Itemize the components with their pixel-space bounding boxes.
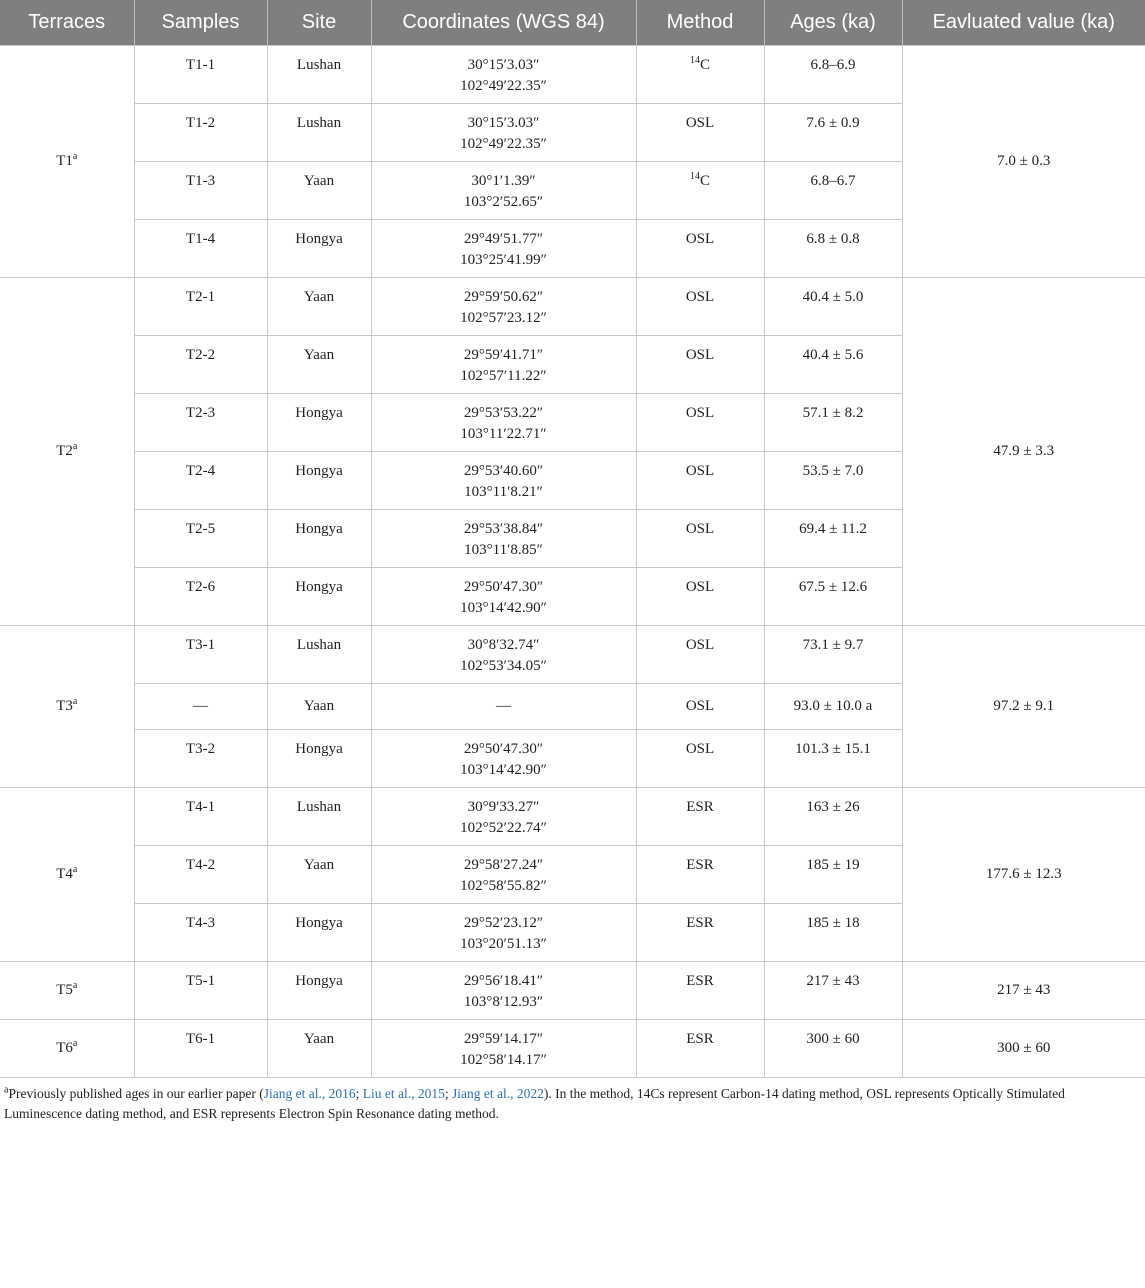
age-cell: 40.4 ± 5.6 bbox=[764, 336, 902, 394]
coordinates-cell bbox=[371, 568, 636, 626]
reference-link-liu-2015[interactable]: Liu et al., 2015 bbox=[362, 1086, 445, 1101]
footnote-marker: a bbox=[72, 1038, 78, 1049]
method-label: ESR bbox=[686, 799, 714, 815]
table-row bbox=[0, 1020, 1145, 1078]
method-cell bbox=[636, 788, 764, 846]
longitude: 102°58′55.82″ bbox=[460, 878, 547, 894]
age-cell: 6.8–6.9 bbox=[764, 46, 902, 104]
site-cell: Hongya bbox=[267, 394, 371, 452]
terrace-cell bbox=[0, 1020, 134, 1078]
method-cell bbox=[636, 962, 764, 1020]
header-evaluated-value: Eavluated value (ka) bbox=[902, 0, 1145, 46]
footnote-marker: a bbox=[72, 441, 78, 452]
sample-cell: T2-4 bbox=[134, 452, 267, 510]
latitude: 29°58′27.24″ bbox=[463, 857, 544, 873]
method-label: ESR bbox=[686, 973, 714, 989]
terrace-label: T6 bbox=[56, 1040, 73, 1056]
coordinates-cell bbox=[371, 220, 636, 278]
age-cell: 7.6 ± 0.9 bbox=[764, 104, 902, 162]
method-cell bbox=[636, 452, 764, 510]
latitude: 29°52′23.12″ bbox=[463, 915, 544, 931]
site-cell: Lushan bbox=[267, 626, 371, 684]
terrace-cell bbox=[0, 626, 134, 788]
table-row bbox=[0, 46, 1145, 104]
coordinates-cell bbox=[371, 730, 636, 788]
method-cell bbox=[636, 684, 764, 730]
method-label: OSL bbox=[685, 698, 715, 714]
header-ages: Ages (ka) bbox=[764, 0, 902, 46]
method-label: OSL bbox=[685, 463, 715, 479]
method-cell bbox=[636, 104, 764, 162]
longitude: 103°25′41.99″ bbox=[460, 252, 547, 268]
footnote-marker: a bbox=[72, 151, 78, 162]
table-row bbox=[0, 962, 1145, 1020]
coordinates-cell bbox=[371, 162, 636, 220]
coordinates-cell bbox=[371, 962, 636, 1020]
header-coordinates: Coordinates (WGS 84) bbox=[371, 0, 636, 46]
method-label: ESR bbox=[686, 857, 714, 873]
footnote-separator: ; bbox=[444, 1086, 453, 1101]
method-label: OSL bbox=[685, 579, 715, 595]
age-cell: 217 ± 43 bbox=[764, 962, 902, 1020]
method-cell bbox=[636, 46, 764, 104]
site-cell: Lushan bbox=[267, 104, 371, 162]
latitude: 29°50′47.30″ bbox=[463, 741, 544, 757]
site-cell: Hongya bbox=[267, 904, 371, 962]
site-cell: Hongya bbox=[267, 730, 371, 788]
age-cell: 53.5 ± 7.0 bbox=[764, 452, 902, 510]
age-cell: 67.5 ± 12.6 bbox=[764, 568, 902, 626]
header-method: Method bbox=[636, 0, 764, 46]
evaluated-value-cell: 47.9 ± 3.3 bbox=[902, 278, 1145, 626]
evaluated-value-cell: 177.6 ± 12.3 bbox=[902, 788, 1145, 962]
footnote-marker: a bbox=[72, 980, 78, 991]
age-cell: 69.4 ± 11.2 bbox=[764, 510, 902, 568]
terrace-cell bbox=[0, 962, 134, 1020]
evaluated-value-cell: 300 ± 60 bbox=[902, 1020, 1145, 1078]
sample-cell: T2-5 bbox=[134, 510, 267, 568]
coordinates-cell bbox=[371, 336, 636, 394]
method-label: OSL bbox=[685, 521, 715, 537]
evaluated-value-cell: 217 ± 43 bbox=[902, 962, 1145, 1020]
footnote-text-start: Previously published ages in our earlier paper ( bbox=[8, 1086, 264, 1101]
sample-cell: T1-2 bbox=[134, 104, 267, 162]
coordinates-cell bbox=[371, 278, 636, 336]
terrace-cell bbox=[0, 788, 134, 962]
longitude: 102°53′34.05″ bbox=[460, 658, 547, 674]
sample-cell: T4-3 bbox=[134, 904, 267, 962]
sample-cell: T3-2 bbox=[134, 730, 267, 788]
coordinates-cell bbox=[371, 1020, 636, 1078]
terrace-label: T5 bbox=[56, 982, 73, 998]
footnote-marker: a bbox=[72, 864, 78, 875]
method-label: OSL bbox=[685, 289, 715, 305]
sample-cell: T2-2 bbox=[134, 336, 267, 394]
coordinates-cell bbox=[371, 104, 636, 162]
method-cell bbox=[636, 510, 764, 568]
age-cell: 6.8–6.7 bbox=[764, 162, 902, 220]
latitude: 30°9′33.27″ bbox=[467, 799, 540, 815]
header-site: Site bbox=[267, 0, 371, 46]
age-cell: 6.8 ± 0.8 bbox=[764, 220, 902, 278]
table-footnote bbox=[0, 1078, 1145, 1124]
age-cell: 73.1 ± 9.7 bbox=[764, 626, 902, 684]
reference-link-jiang-2016[interactable]: Jiang et al., 2016 bbox=[263, 1086, 356, 1101]
longitude: 102°49′22.35″ bbox=[460, 78, 547, 94]
age-cell: 57.1 ± 8.2 bbox=[764, 394, 902, 452]
method-label: ESR bbox=[686, 915, 714, 931]
method-cell bbox=[636, 394, 764, 452]
method-cell bbox=[636, 568, 764, 626]
age-cell: 101.3 ± 15.1 bbox=[764, 730, 902, 788]
table-body bbox=[0, 46, 1145, 1078]
method-label: C bbox=[699, 173, 710, 189]
latitude: 29°59′50.62″ bbox=[463, 289, 544, 305]
latitude: 29°53′53.22″ bbox=[463, 405, 544, 421]
coordinates-cell bbox=[371, 684, 636, 730]
age-cell: 185 ± 18 bbox=[764, 904, 902, 962]
sample-cell: T2-1 bbox=[134, 278, 267, 336]
footnote-separator: ; bbox=[355, 1086, 363, 1101]
method-cell bbox=[636, 730, 764, 788]
latitude: 29°50′47.30″ bbox=[463, 579, 544, 595]
method-label: OSL bbox=[685, 231, 715, 247]
coordinates-cell bbox=[371, 452, 636, 510]
latitude: 30°15′3.03″ bbox=[467, 115, 540, 131]
method-label: OSL bbox=[685, 405, 715, 421]
coordinates-cell bbox=[371, 904, 636, 962]
footnote-marker: a bbox=[4, 1084, 9, 1096]
method-cell bbox=[636, 904, 764, 962]
longitude: 103°20′51.13″ bbox=[460, 936, 547, 952]
site-cell: Hongya bbox=[267, 510, 371, 568]
site-cell: Hongya bbox=[267, 962, 371, 1020]
sample-cell: T1-1 bbox=[134, 46, 267, 104]
latitude: 29°59′41.71″ bbox=[463, 347, 544, 363]
site-cell: Hongya bbox=[267, 568, 371, 626]
method-label: OSL bbox=[685, 347, 715, 363]
header-samples: Samples bbox=[134, 0, 267, 46]
site-cell: Hongya bbox=[267, 452, 371, 510]
coordinates-cell bbox=[371, 46, 636, 104]
header-row bbox=[0, 0, 1145, 46]
method-label: OSL bbox=[685, 115, 715, 131]
longitude: 103°14′42.90″ bbox=[460, 762, 547, 778]
longitude: 102°58′14.17″ bbox=[460, 1052, 547, 1068]
latitude: 29°49′51.77″ bbox=[463, 231, 544, 247]
evaluated-value-cell: 7.0 ± 0.3 bbox=[902, 46, 1145, 278]
site-cell: Yaan bbox=[267, 162, 371, 220]
method-cell bbox=[636, 846, 764, 904]
reference-link-jiang-2022[interactable]: Jiang et al., 2022 bbox=[452, 1086, 544, 1101]
method-label: OSL bbox=[685, 637, 715, 653]
terrace-label: T1 bbox=[56, 153, 73, 169]
site-cell: Yaan bbox=[267, 336, 371, 394]
latitude: — bbox=[496, 698, 511, 714]
age-cell: 163 ± 26 bbox=[764, 788, 902, 846]
longitude: 103°2′52.65″ bbox=[463, 194, 544, 210]
site-cell: Yaan bbox=[267, 846, 371, 904]
site-cell: Yaan bbox=[267, 684, 371, 730]
coordinates-cell bbox=[371, 510, 636, 568]
sample-cell: T1-3 bbox=[134, 162, 267, 220]
longitude: 102°49′22.35″ bbox=[460, 136, 547, 152]
method-label: ESR bbox=[686, 1031, 714, 1047]
longitude: 103°11′8.85″ bbox=[464, 542, 543, 558]
sample-cell: T1-4 bbox=[134, 220, 267, 278]
latitude: 29°59′14.17″ bbox=[463, 1031, 544, 1047]
terrace-label: T3 bbox=[56, 698, 73, 714]
age-cell: 185 ± 19 bbox=[764, 846, 902, 904]
age-cell: 300 ± 60 bbox=[764, 1020, 902, 1078]
age-cell: 40.4 ± 5.0 bbox=[764, 278, 902, 336]
sample-cell: — bbox=[134, 684, 267, 730]
site-cell: Hongya bbox=[267, 220, 371, 278]
site-cell: Lushan bbox=[267, 46, 371, 104]
coordinates-cell bbox=[371, 788, 636, 846]
longitude: 102°52′22.74″ bbox=[460, 820, 547, 836]
longitude: 102°57′11.22″ bbox=[460, 368, 547, 384]
footnote-text-end: ). In the method, 14Cs represent Carbon-14 dating method, OSL represents Optically Stimulated Luminescence dating method, and ESR represents Electron Spin Resonance dating method. bbox=[4, 1086, 1065, 1121]
sample-cell: T2-6 bbox=[134, 568, 267, 626]
sample-cell: T2-3 bbox=[134, 394, 267, 452]
method-cell bbox=[636, 336, 764, 394]
table-row bbox=[0, 626, 1145, 684]
sample-cell: T4-1 bbox=[134, 788, 267, 846]
method-label: C bbox=[699, 57, 710, 73]
latitude: 30°15′3.03″ bbox=[467, 57, 540, 73]
longitude: 103°14′42.90″ bbox=[460, 600, 547, 616]
coordinates-cell bbox=[371, 846, 636, 904]
coordinates-cell bbox=[371, 626, 636, 684]
latitude: 29°53′40.60″ bbox=[463, 463, 544, 479]
method-cell bbox=[636, 626, 764, 684]
terrace-cell bbox=[0, 46, 134, 278]
footnote-marker: a bbox=[72, 696, 78, 707]
table-row bbox=[0, 788, 1145, 846]
sample-cell: T4-2 bbox=[134, 846, 267, 904]
longitude: 103°11′22.71″ bbox=[460, 426, 547, 442]
method-cell bbox=[636, 278, 764, 336]
latitude: 29°53′38.84″ bbox=[463, 521, 544, 537]
terrace-label: T2 bbox=[56, 443, 73, 459]
site-cell: Yaan bbox=[267, 278, 371, 336]
coordinates-cell bbox=[371, 394, 636, 452]
longitude: 103°8′12.93″ bbox=[463, 994, 544, 1010]
method-cell bbox=[636, 162, 764, 220]
longitude: 102°57′23.12″ bbox=[460, 310, 547, 326]
latitude: 30°1′1.39″ bbox=[471, 173, 536, 189]
latitude: 30°8′32.74″ bbox=[467, 637, 540, 653]
longitude: 103°11′8.21″ bbox=[464, 484, 543, 500]
isotope-mass-number: 14 bbox=[689, 171, 700, 182]
evaluated-value-cell: 97.2 ± 9.1 bbox=[902, 626, 1145, 788]
site-cell: Lushan bbox=[267, 788, 371, 846]
method-label: OSL bbox=[685, 741, 715, 757]
sample-cell: T3-1 bbox=[134, 626, 267, 684]
terrace-label: T4 bbox=[56, 866, 73, 882]
terrace-cell bbox=[0, 278, 134, 626]
method-cell bbox=[636, 1020, 764, 1078]
method-cell bbox=[636, 220, 764, 278]
isotope-mass-number: 14 bbox=[689, 55, 700, 66]
site-cell: Yaan bbox=[267, 1020, 371, 1078]
header-terraces: Terraces bbox=[0, 0, 134, 46]
table-row bbox=[0, 278, 1145, 336]
latitude: 29°56′18.41″ bbox=[463, 973, 544, 989]
sample-cell: T6-1 bbox=[134, 1020, 267, 1078]
age-cell: 93.0 ± 10.0 a bbox=[764, 684, 902, 730]
sample-cell: T5-1 bbox=[134, 962, 267, 1020]
